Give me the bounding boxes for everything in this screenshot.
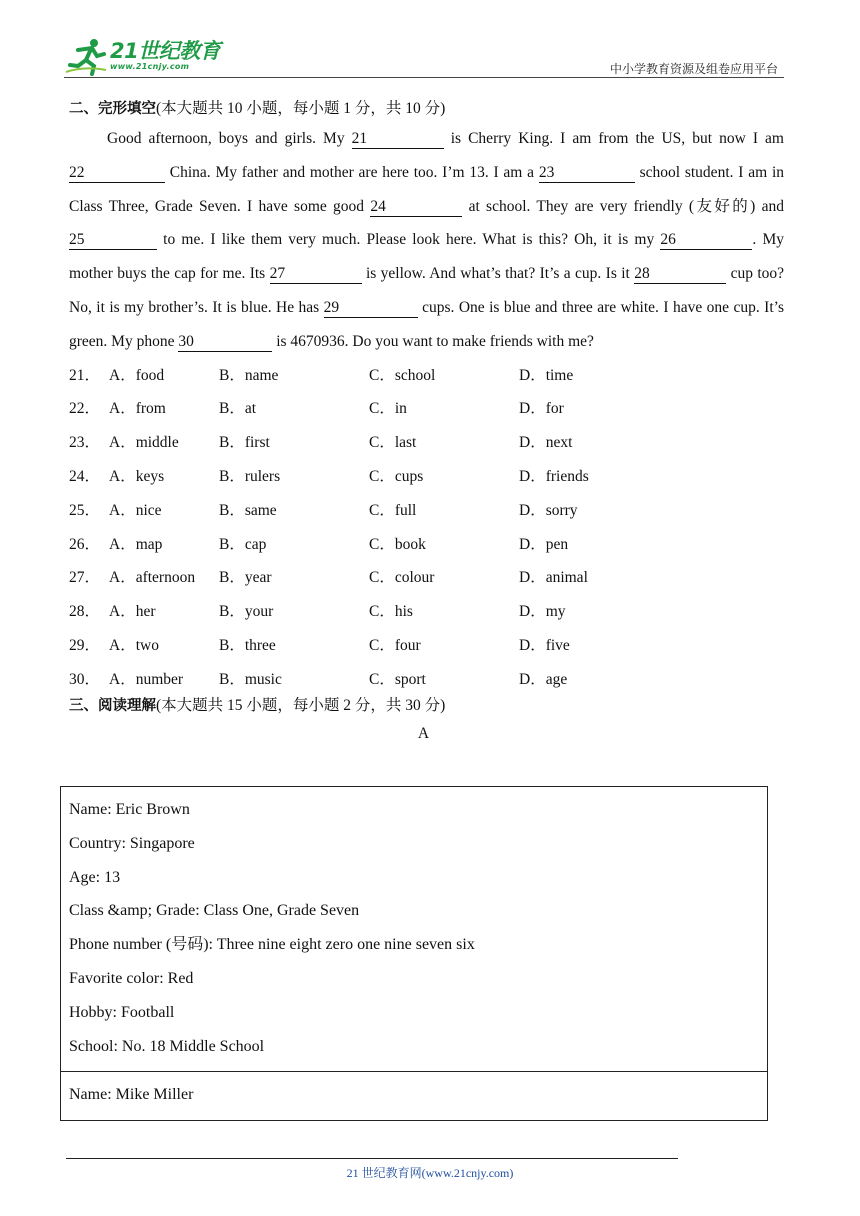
blank-30: 30 (178, 333, 272, 352)
logo-url: www.21cnjy.com (110, 62, 190, 71)
option-c: C．book (369, 535, 426, 553)
blank-21: 21 (352, 130, 444, 149)
option-c: C．last (369, 434, 417, 452)
blank-27: 27 (270, 265, 362, 284)
option-c: C．four (369, 636, 421, 654)
option-d: D．five (519, 636, 570, 654)
cloze-passage (69, 122, 784, 359)
option-a: A．middle (109, 434, 179, 452)
profile-table (60, 786, 768, 1121)
blank-22: 22 (69, 164, 165, 183)
part-label: A (417, 724, 430, 742)
profile-line: Name: Eric Brown (69, 801, 190, 818)
option-d: D．my (519, 603, 566, 621)
option-d: D．age (519, 670, 568, 688)
section-note: (本大题共 15 小题，每小题 2 分，共 30 分) (156, 696, 446, 714)
footer-divider (66, 1158, 678, 1159)
option-d: D．friends (519, 467, 589, 485)
option-b: B．three (219, 636, 276, 654)
question-row: 21． A．food B．name C．school D．time (69, 359, 784, 393)
option-d: D．sorry (519, 501, 578, 519)
profile-card-eric (61, 787, 767, 1071)
option-a: A．afternoon (109, 569, 196, 587)
profile-line: Name: Mike Miller (69, 1086, 194, 1104)
option-a: A．nice (109, 501, 162, 519)
option-a: A．number (109, 670, 184, 688)
option-d: D．for (519, 400, 564, 418)
options-list (69, 359, 784, 697)
option-c: C．cups (369, 467, 424, 485)
question-row: 28． A．her B．your C．his D．my (69, 595, 784, 629)
question-row: 26． A．map B．cap C．book D．pen (69, 528, 784, 562)
option-b: B．your (219, 603, 274, 621)
page-footer: 21 世纪教育网(www.21cnjy.com) (346, 1166, 514, 1180)
blank-25: 25 (69, 231, 157, 250)
profile-line: Country: Singapore (69, 834, 195, 852)
question-row: 23． A．middle B．first C．last D．next (69, 426, 784, 460)
option-c: C．his (369, 603, 413, 621)
profile-line: Phone number (号码): Three nine eight zero one nine seven six (69, 936, 475, 954)
section-note: (本大题共 10 小题，每小题 1 分，共 10 分) (156, 100, 446, 117)
logo-title: 21世纪教育 (110, 39, 221, 63)
profile-line: Hobby: Football (69, 1003, 175, 1021)
profile-line: Age: 13 (69, 868, 121, 886)
option-b: B．first (219, 434, 270, 452)
option-b: B．name (219, 366, 279, 384)
option-a: A．from (109, 400, 166, 418)
runner-logo-icon (64, 36, 108, 76)
option-c: C．full (369, 501, 417, 519)
platform-name: 中小学教育资源及组卷应用平台 (609, 62, 778, 76)
option-b: B．year (219, 569, 272, 587)
profile-line: Favorite color: Red (69, 969, 194, 987)
question-row: 30． A．number B．music C．sport D．age (69, 663, 784, 697)
section-heading: 二、完形填空 (69, 101, 156, 117)
option-a: A．two (109, 636, 159, 654)
option-a: A．map (109, 535, 163, 553)
option-a: A．her (109, 603, 156, 621)
question-row: 24． A．keys B．rulers C．cups D．friends (69, 460, 784, 494)
option-c: C．in (369, 400, 407, 418)
profile-line: Class &amp; Grade: Class One, Grade Seven (69, 902, 360, 920)
question-row: 29． A．two B．three C．four D．five (69, 629, 784, 663)
profile-card-mike (61, 1071, 767, 1120)
page-header (64, 36, 784, 80)
profile-line: School: No. 18 Middle School (69, 1037, 265, 1055)
option-d: D．animal (519, 569, 588, 587)
section-heading: 三、阅读理解 (69, 697, 156, 714)
question-row: 25． A．nice B．same C．full D．sorry (69, 494, 784, 528)
option-b: B．at (219, 400, 257, 418)
section-title-cloze (69, 96, 784, 122)
question-row: 27． A．afternoon B．year C．colour D．animal (69, 561, 784, 595)
blank-24: 24 (370, 198, 462, 217)
option-d: D．pen (519, 535, 569, 553)
blank-26: 26 (660, 231, 752, 250)
option-c: C．colour (369, 569, 435, 587)
option-b: B．rulers (219, 467, 281, 485)
option-b: B．cap (219, 535, 267, 553)
header-divider (64, 77, 784, 78)
blank-28: 28 (634, 265, 726, 284)
exam-content (69, 96, 784, 749)
option-a: A．food (109, 366, 165, 384)
option-b: B．music (219, 670, 282, 688)
passage-paragraph: Good afternoon, boys and girls. My 21 is Cherry King. I am from the US, but now I am 22 China. My father and mother are here too. I’m 13. I am a 23 school student. I am in Class Three, Grade Seven. I have some good 24 at school. They are very friendly (友好的) and 25 to me. I like them very much. Please look here. What is this? Oh, it is my 26 . My mother buys the cap for me. Its 27 is yellow. And what’s that? It’s a cup. Is it 28 cup too? No, it is my brother’s. It is blue. He has 29 cups. One is blue and three are white. I have one cup. It’s green. My phone 30 is 4670936. Do you want to make friends with me? (69, 130, 785, 350)
option-d: D．next (519, 434, 573, 452)
site-logo (64, 36, 220, 76)
option-c: C．sport (369, 670, 426, 688)
option-b: B．same (219, 501, 277, 519)
option-c: C．school (369, 366, 436, 384)
option-d: D．time (519, 366, 574, 384)
option-a: A．keys (109, 467, 165, 485)
blank-29: 29 (324, 299, 418, 318)
blank-23: 23 (539, 164, 635, 183)
question-row: 22． A．from B．at C．in D．for (69, 392, 784, 426)
